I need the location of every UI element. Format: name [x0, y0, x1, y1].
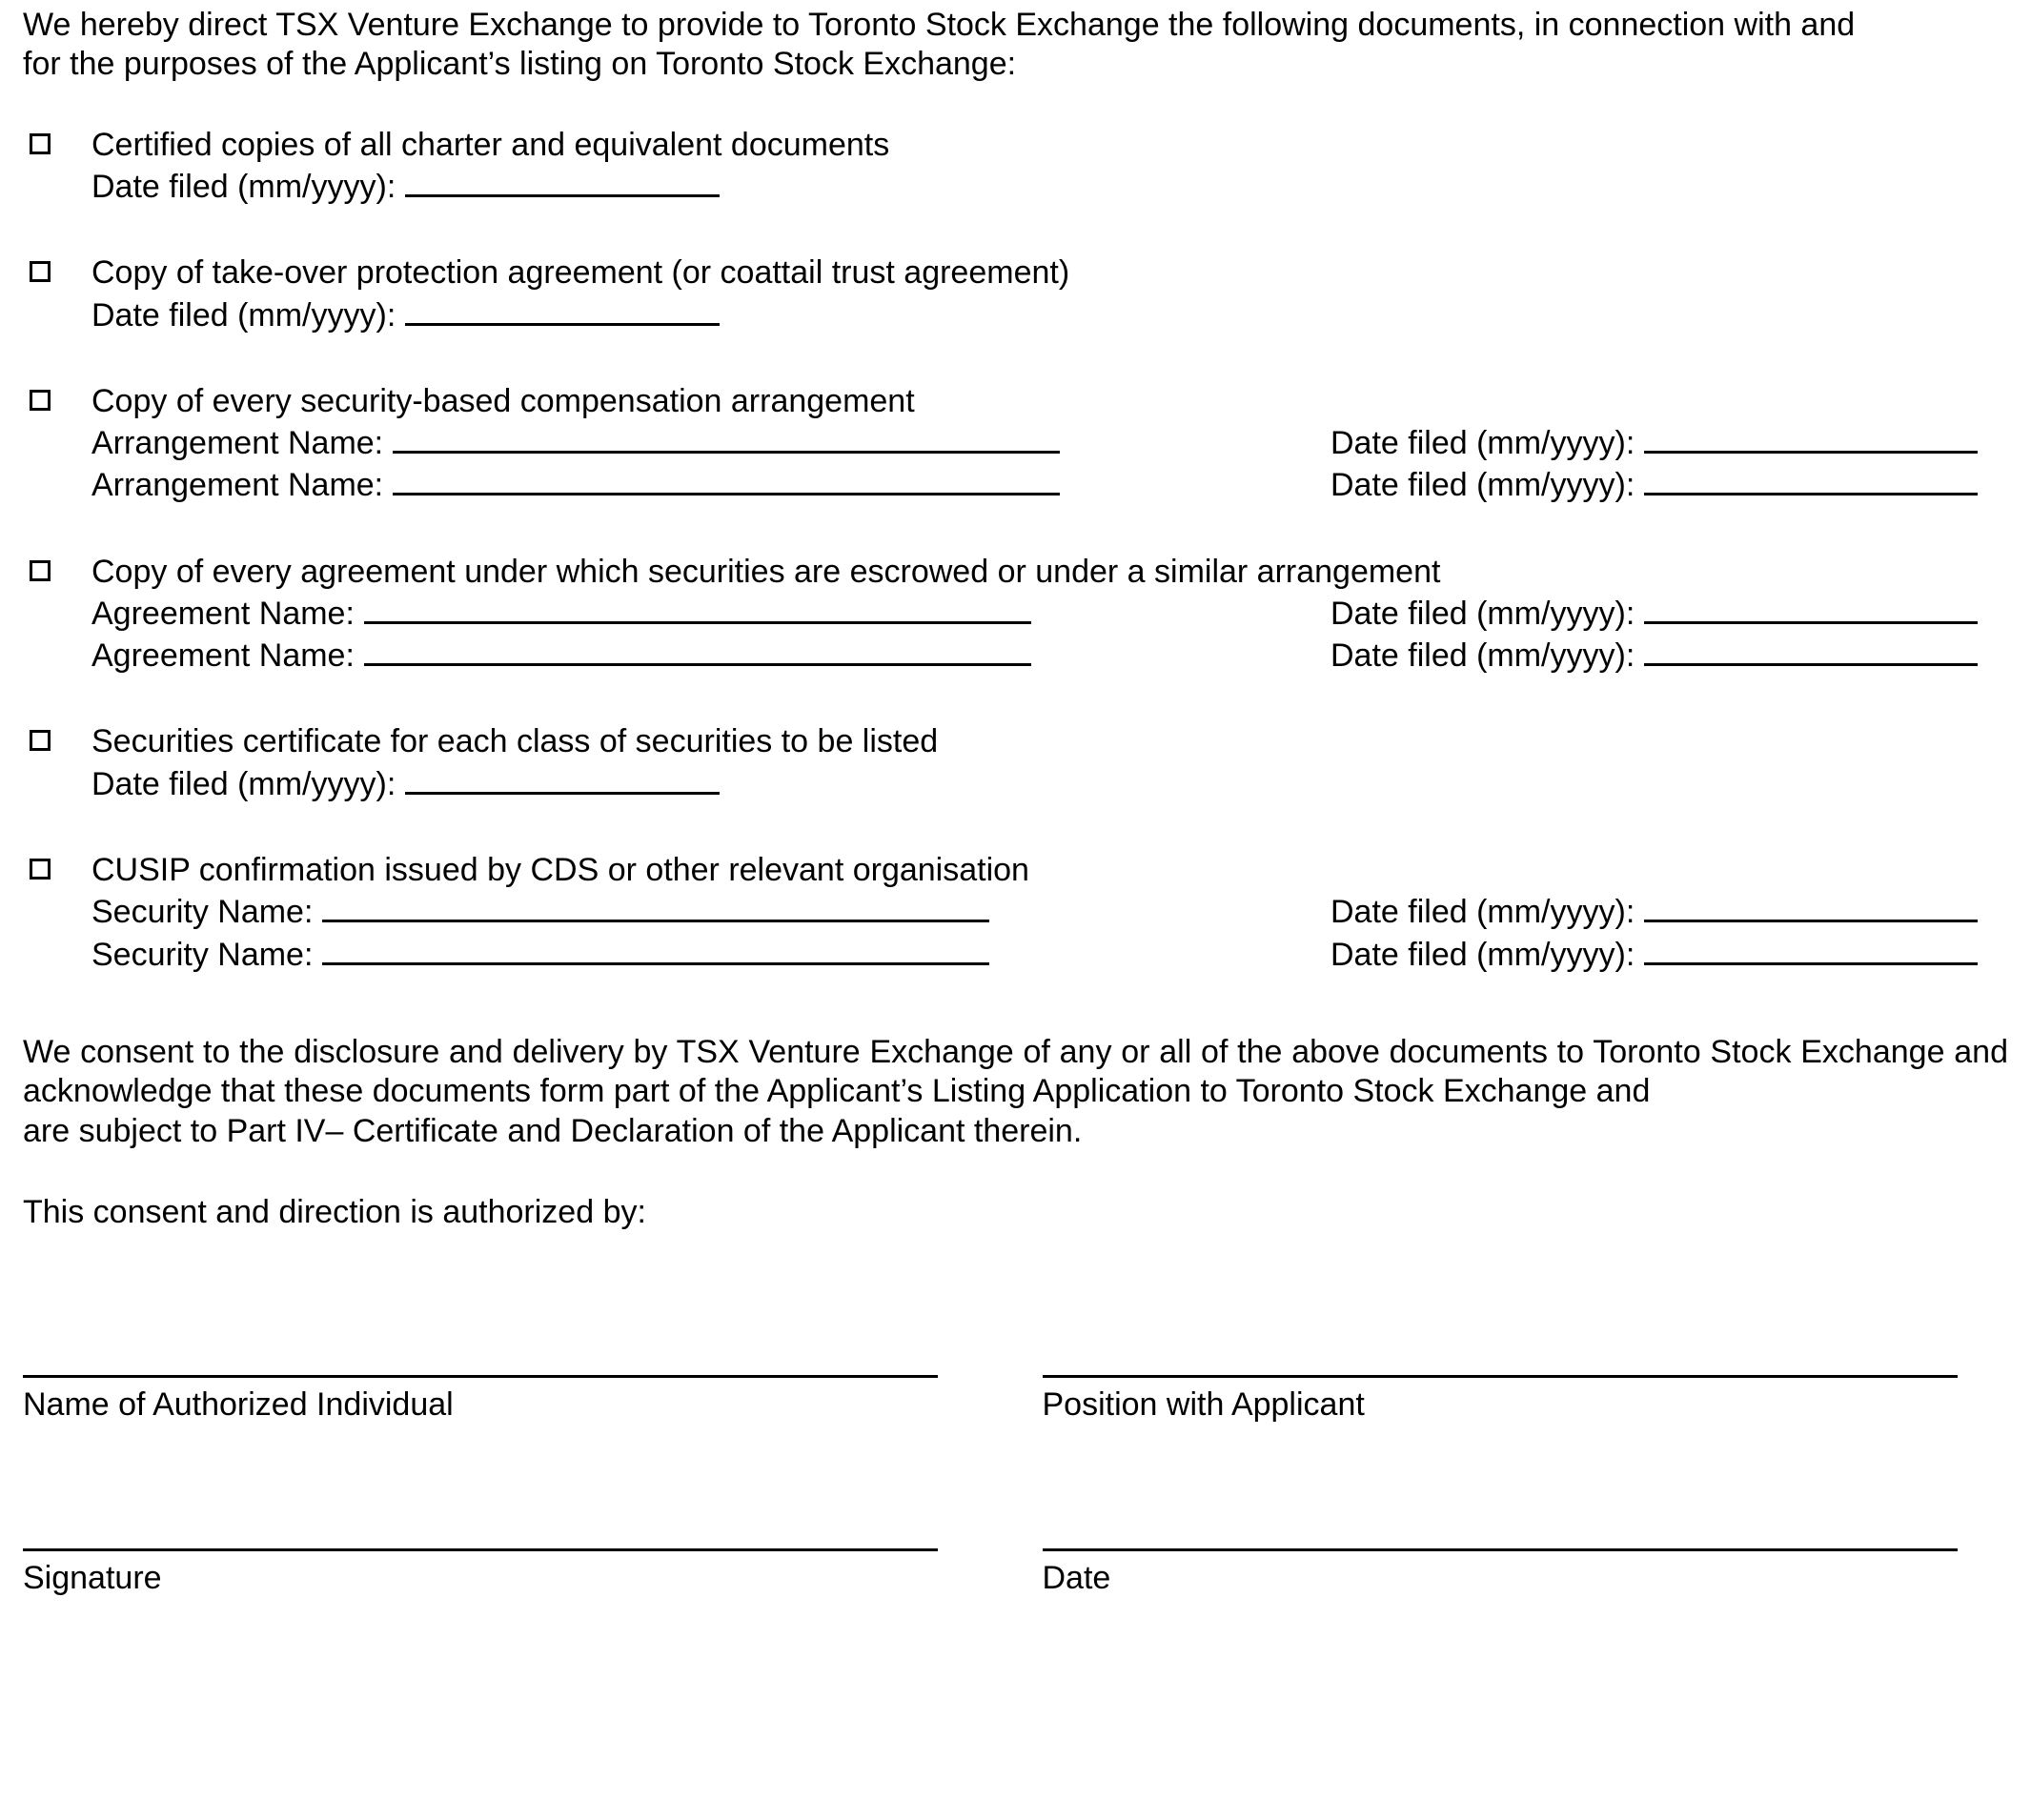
signature-field-date [1016, 1548, 2009, 1598]
signature-label: Position with Applicant [1042, 1386, 1365, 1424]
checklist-item-title: Copy of take-over protection agreement (or coattail trust agreement) [91, 254, 1070, 292]
field-label: Agreement Name: [91, 637, 355, 675]
checklist-item [23, 851, 2008, 974]
security-name-input[interactable] [322, 932, 989, 965]
intro-line-1: We hereby direct TSX Venture Exchange to provide to Toronto Stock Exchange the following documents, in connection with and [23, 7, 1856, 43]
checkbox-icon[interactable] [30, 859, 51, 880]
date-filed-input[interactable] [1644, 462, 1978, 495]
checklist-item-row [91, 292, 2008, 334]
checklist-item-title: Copy of every agreement under which securities are escrowed or under a similar arrangement [91, 553, 1441, 590]
date-filed-input[interactable] [1644, 889, 1978, 922]
authorized-by-text: This consent and direction is authorized by: [23, 1194, 646, 1231]
field-label: Date filed (mm/yyyy): [1330, 467, 1635, 504]
checkbox-icon[interactable] [30, 390, 51, 411]
checklist-item [23, 553, 2008, 676]
signature-block-bottom [23, 1548, 2008, 1598]
checklist-item-title: Copy of every security-based compensation arrangement [91, 382, 915, 419]
signature-rule[interactable] [1043, 1375, 1958, 1378]
agreement-name-input[interactable] [364, 591, 1031, 624]
field-label: Date filed (mm/yyyy): [91, 296, 396, 334]
signature-label: Signature [23, 1559, 162, 1596]
checklist-item-row [91, 932, 2008, 974]
field-label: Agreement Name: [91, 595, 355, 632]
signature-rule[interactable] [23, 1548, 938, 1551]
signature-label: Name of Authorized Individual [23, 1386, 454, 1424]
checklist-item-row [91, 761, 2008, 803]
intro-line-2: for the purposes of the Applicant’s listing on Toronto Stock Exchange: [23, 45, 1017, 82]
checklist-item [23, 382, 2008, 505]
checklist-item [23, 722, 2008, 803]
consent-line-1: We consent to the disclosure and delivery by TSX Venture Exchange of any or all of the above documents to Toronto Stock [23, 1033, 1792, 1070]
intro-paragraph [23, 6, 2008, 84]
signature-rule[interactable] [23, 1375, 938, 1378]
signature-rule[interactable] [1043, 1548, 1958, 1551]
field-label: Arrangement Name: [91, 467, 384, 504]
checklist-item [23, 126, 2008, 207]
checklist-item-row [91, 164, 2008, 206]
field-label: Date filed (mm/yyyy): [1330, 894, 1635, 931]
field-label: Date filed (mm/yyyy): [1330, 936, 1635, 973]
date-filed-input[interactable] [405, 292, 720, 325]
checklist-item-row [91, 462, 2008, 504]
date-filed-input[interactable] [405, 164, 720, 197]
field-label: Date filed (mm/yyyy): [91, 169, 396, 205]
checklist-item-row [91, 633, 2008, 675]
document-checklist [23, 126, 2008, 974]
field-label: Security Name: [91, 936, 314, 973]
signature-field-name [23, 1375, 1016, 1425]
date-filed-input[interactable] [1644, 420, 1978, 454]
consent-line-3: are subject to Part IV– Certificate and Declaration of the Applicant therein. [23, 1112, 1083, 1149]
checklist-item [23, 253, 2008, 334]
checkbox-icon[interactable] [30, 730, 51, 751]
field-label: Arrangement Name: [91, 425, 384, 462]
checklist-item-row [91, 420, 2008, 462]
checkbox-icon[interactable] [30, 133, 51, 154]
field-label: Date filed (mm/yyyy): [1330, 595, 1635, 632]
checklist-item-row [91, 889, 2008, 931]
checklist-item-title: Securities certificate for each class of securities to be listed [91, 723, 939, 760]
date-filed-input[interactable] [1644, 591, 1978, 624]
date-filed-input[interactable] [1644, 932, 1978, 965]
checkbox-icon[interactable] [30, 261, 51, 282]
field-label: Security Name: [91, 894, 314, 931]
checkbox-icon[interactable] [30, 560, 51, 581]
date-filed-input[interactable] [405, 761, 720, 795]
checklist-item-row [91, 591, 2008, 633]
date-filed-input[interactable] [1644, 633, 1978, 666]
consent-line-2: Exchange and acknowledge that these documents form part of the Applicant’s Listing Application to Toronto Stock Exchange and [23, 1033, 2008, 1110]
consent-paragraph [23, 1033, 2008, 1151]
signature-block-top [23, 1375, 2008, 1425]
checklist-item-title: CUSIP confirmation issued by CDS or other relevant organisation [91, 851, 1029, 888]
arrangement-name-input[interactable] [393, 462, 1060, 495]
signature-label: Date [1042, 1559, 1111, 1596]
arrangement-name-input[interactable] [393, 420, 1060, 454]
field-label: Date filed (mm/yyyy): [1330, 637, 1635, 675]
checklist-item-title: Certified copies of all charter and equivalent documents [91, 126, 890, 163]
agreement-name-input[interactable] [364, 633, 1031, 666]
security-name-input[interactable] [322, 889, 989, 922]
signature-field-position [1016, 1375, 2009, 1425]
signature-field-signature [23, 1548, 1016, 1598]
field-label: Date filed (mm/yyyy): [1330, 425, 1635, 462]
field-label: Date filed (mm/yyyy): [91, 765, 396, 802]
